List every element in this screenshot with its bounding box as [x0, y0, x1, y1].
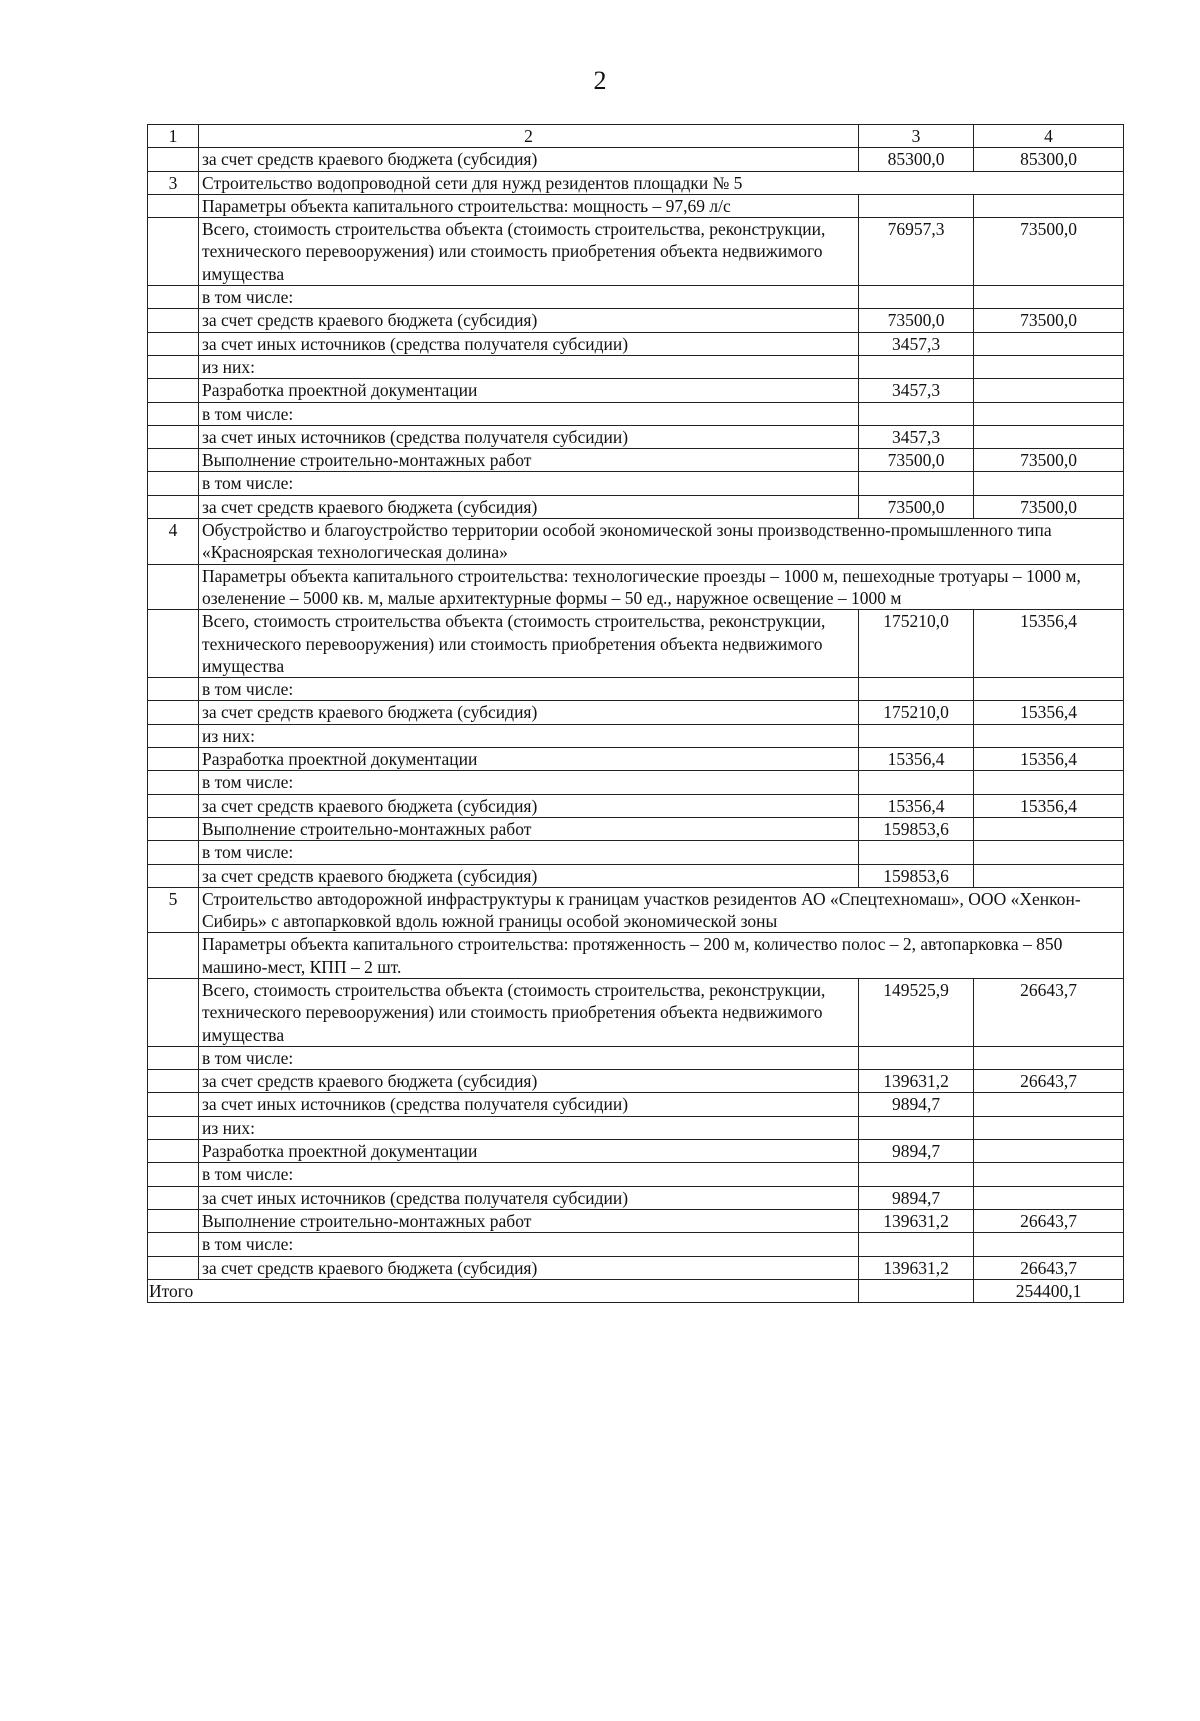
row-number [148, 1046, 199, 1069]
value-column-3: 3457,3 [859, 425, 974, 448]
value-column-3: 149525,9 [859, 978, 974, 1046]
value-column-3 [859, 678, 974, 701]
table-row [148, 978, 1124, 1046]
row-description: Выполнение строительно-монтажных работ [199, 817, 859, 840]
table-body [148, 125, 1124, 1303]
value-column-4: 85300,0 [974, 148, 1124, 171]
table-row [148, 309, 1124, 332]
row-number [148, 425, 199, 448]
table-row [148, 1140, 1124, 1163]
value-column-4: 15356,4 [974, 701, 1124, 724]
value-column-3: 175210,0 [859, 701, 974, 724]
value-column-4 [974, 425, 1124, 448]
parameters-text: Параметры объекта капитального строительства: технологические проезды – 1000 м, пешеходные тротуары – 1000 м, озеленение – 5000 кв. м, малые архитектурные формы – 50 ед., наружное освещение – 1000 м [199, 564, 1124, 610]
value-column-3: 159853,6 [859, 864, 974, 887]
value-column-4 [974, 286, 1124, 309]
table-row [148, 701, 1124, 724]
value-column-3 [859, 1233, 974, 1256]
value-column-4: 15356,4 [974, 610, 1124, 678]
value-column-4 [974, 817, 1124, 840]
value-column-3: 175210,0 [859, 610, 974, 678]
table-row [148, 148, 1124, 171]
row-description: за счет иных источников (средства получателя субсидии) [199, 1093, 859, 1116]
table-row [148, 610, 1124, 678]
row-description: Всего, стоимость строительства объекта (стоимость строительства, реконструкции, технического перевооружения) или стоимость приобретения объекта недвижимого имущества [199, 978, 859, 1046]
value-column-4 [974, 194, 1124, 217]
value-column-4 [974, 332, 1124, 355]
table-row [148, 1256, 1124, 1279]
row-number: 3 [148, 171, 199, 194]
parameters-row [148, 564, 1124, 610]
value-column-3: 139631,2 [859, 1209, 974, 1232]
row-description: Разработка проектной документации [199, 748, 859, 771]
value-column-3 [859, 1116, 974, 1139]
value-column-3 [859, 286, 974, 309]
value-column-4: 73500,0 [974, 309, 1124, 332]
section-title: Обустройство и благоустройство территории особой экономической зоны производственно-промышленного типа «Красноярская технологическая долина» [199, 519, 1124, 565]
table-row [148, 1233, 1124, 1256]
row-number [148, 332, 199, 355]
value-column-4 [974, 1163, 1124, 1186]
value-column-4 [974, 771, 1124, 794]
row-description: за счет средств краевого бюджета (субсидия) [199, 794, 859, 817]
row-description: за счет средств краевого бюджета (субсидия) [199, 864, 859, 887]
value-column-3 [859, 402, 974, 425]
table-row [148, 748, 1124, 771]
row-number [148, 495, 199, 518]
row-number [148, 678, 199, 701]
row-number [148, 1209, 199, 1232]
value-column-4: 73500,0 [974, 449, 1124, 472]
value-column-3: 159853,6 [859, 817, 974, 840]
value-column-4 [974, 1116, 1124, 1139]
row-number [148, 1093, 199, 1116]
value-column-3: 73500,0 [859, 495, 974, 518]
value-column-3 [859, 472, 974, 495]
value-column-3: 3457,3 [859, 379, 974, 402]
value-column-4 [974, 678, 1124, 701]
table-row [148, 194, 1124, 217]
row-number [148, 701, 199, 724]
value-column-4 [974, 379, 1124, 402]
table-row [148, 379, 1124, 402]
row-description: за счет средств краевого бюджета (субсидия) [199, 309, 859, 332]
value-column-4: 26643,7 [974, 1070, 1124, 1093]
row-description: Параметры объекта капитального строительства: мощность – 97,69 л/с [199, 194, 859, 217]
row-description: за счет средств краевого бюджета (субсидия) [199, 495, 859, 518]
row-description: Всего, стоимость строительства объекта (стоимость строительства, реконструкции, технического перевооружения) или стоимость приобретения объекта недвижимого имущества [199, 218, 859, 286]
table-row [148, 449, 1124, 472]
row-number [148, 148, 199, 171]
table-row [148, 332, 1124, 355]
value-column-3: 9894,7 [859, 1093, 974, 1116]
value-column-3: 73500,0 [859, 449, 974, 472]
value-column-4: 73500,0 [974, 495, 1124, 518]
row-number [148, 817, 199, 840]
row-number [148, 472, 199, 495]
row-description: за счет средств краевого бюджета (субсидия) [199, 148, 859, 171]
value-column-4 [974, 1093, 1124, 1116]
page-number: 2 [593, 66, 607, 95]
value-column-3: 139631,2 [859, 1256, 974, 1279]
row-number [148, 1140, 199, 1163]
value-column-3 [859, 724, 974, 747]
table-row [148, 1163, 1124, 1186]
row-description: Выполнение строительно-монтажных работ [199, 449, 859, 472]
row-number [148, 724, 199, 747]
section-title: Строительство водопроводной сети для нужд резидентов площадки № 5 [199, 171, 1124, 194]
value-column-4 [974, 1140, 1124, 1163]
row-number [148, 286, 199, 309]
row-number [148, 379, 199, 402]
table-row [148, 1186, 1124, 1209]
section-row [148, 519, 1124, 565]
row-number [148, 218, 199, 286]
value-column-3: 3457,3 [859, 332, 974, 355]
header-cell-4: 4 [974, 125, 1124, 148]
table-row [148, 864, 1124, 887]
row-number [148, 864, 199, 887]
value-column-4 [974, 355, 1124, 378]
row-number [148, 402, 199, 425]
row-number [148, 610, 199, 678]
value-column-4: 15356,4 [974, 794, 1124, 817]
row-number [148, 771, 199, 794]
row-number [148, 194, 199, 217]
row-description: Выполнение строительно-монтажных работ [199, 1209, 859, 1232]
row-number [148, 1116, 199, 1139]
row-description: за счет иных источников (средства получателя субсидии) [199, 425, 859, 448]
row-description: за счет иных источников (средства получателя субсидии) [199, 1186, 859, 1209]
row-description: за счет средств краевого бюджета (субсидия) [199, 701, 859, 724]
total-label: Итого [148, 1279, 859, 1302]
table-row [148, 794, 1124, 817]
table-row [148, 286, 1124, 309]
value-column-3: 9894,7 [859, 1186, 974, 1209]
parameters-text: Параметры объекта капитального строительства: протяженность – 200 м, количество полос – 2, автопарковка – 850 машино-мест, КПП – 2 шт. [199, 933, 1124, 979]
table-row [148, 495, 1124, 518]
row-description: из них: [199, 1116, 859, 1139]
value-column-3: 9894,7 [859, 1140, 974, 1163]
value-column-3 [859, 841, 974, 864]
row-number [148, 1163, 199, 1186]
row-description: в том числе: [199, 1233, 859, 1256]
value-column-3 [859, 1163, 974, 1186]
table-row [148, 841, 1124, 864]
value-column-3 [859, 1046, 974, 1069]
row-number [148, 449, 199, 472]
value-column-4 [974, 402, 1124, 425]
value-column-4: 26643,7 [974, 978, 1124, 1046]
row-description: в том числе: [199, 1163, 859, 1186]
table-row [148, 1046, 1124, 1069]
parameters-row [148, 933, 1124, 979]
table-row [148, 355, 1124, 378]
row-description: Всего, стоимость строительства объекта (стоимость строительства, реконструкции, технического перевооружения) или стоимость приобретения объекта недвижимого имущества [199, 610, 859, 678]
total-value-column-4: 254400,1 [974, 1279, 1124, 1302]
row-number [148, 841, 199, 864]
row-description: за счет средств краевого бюджета (субсидия) [199, 1070, 859, 1093]
row-description: в том числе: [199, 841, 859, 864]
value-column-3: 73500,0 [859, 309, 974, 332]
row-number [148, 794, 199, 817]
row-number [148, 933, 199, 979]
total-row [148, 1279, 1124, 1302]
table-row [148, 771, 1124, 794]
value-column-3: 139631,2 [859, 1070, 974, 1093]
table-header-row [148, 125, 1124, 148]
table-row [148, 218, 1124, 286]
value-column-4 [974, 841, 1124, 864]
row-number [148, 1070, 199, 1093]
section-row [148, 171, 1124, 194]
section-title: Строительство автодорожной инфраструктуры к границам участков резидентов АО «Спецтехномаш», ООО «Хенкон-Сибирь» с автопарковкой вдоль южной границы особой экономической зоны [199, 887, 1124, 933]
value-column-4 [974, 472, 1124, 495]
row-number [148, 564, 199, 610]
row-description: Разработка проектной документации [199, 379, 859, 402]
row-number [148, 355, 199, 378]
row-description: в том числе: [199, 472, 859, 495]
table-row [148, 402, 1124, 425]
value-column-3 [859, 355, 974, 378]
row-description: за счет средств краевого бюджета (субсидия) [199, 1256, 859, 1279]
value-column-3: 15356,4 [859, 748, 974, 771]
row-number [148, 1233, 199, 1256]
table-row [148, 817, 1124, 840]
row-description: из них: [199, 724, 859, 747]
value-column-4 [974, 1046, 1124, 1069]
value-column-3 [859, 771, 974, 794]
row-number: 5 [148, 887, 199, 933]
row-description: Разработка проектной документации [199, 1140, 859, 1163]
section-row [148, 887, 1124, 933]
value-column-3: 76957,3 [859, 218, 974, 286]
value-column-4 [974, 1233, 1124, 1256]
row-number [148, 748, 199, 771]
row-number [148, 1256, 199, 1279]
table-row [148, 1116, 1124, 1139]
header-cell-2: 2 [199, 125, 859, 148]
value-column-3 [859, 194, 974, 217]
row-number [148, 309, 199, 332]
value-column-4: 73500,0 [974, 218, 1124, 286]
row-description: за счет иных источников (средства получателя субсидии) [199, 332, 859, 355]
table-row [148, 1209, 1124, 1232]
value-column-4: 15356,4 [974, 748, 1124, 771]
table-row [148, 1093, 1124, 1116]
table-row [148, 1070, 1124, 1093]
row-description: в том числе: [199, 286, 859, 309]
table-row [148, 425, 1124, 448]
table-row [148, 724, 1124, 747]
row-number [148, 978, 199, 1046]
row-description: в том числе: [199, 771, 859, 794]
table-row [148, 472, 1124, 495]
value-column-4 [974, 1186, 1124, 1209]
value-column-3: 15356,4 [859, 794, 974, 817]
value-column-4 [974, 724, 1124, 747]
budget-table [147, 124, 1124, 1303]
row-description: в том числе: [199, 1046, 859, 1069]
value-column-4: 26643,7 [974, 1209, 1124, 1232]
table-row [148, 678, 1124, 701]
row-number: 4 [148, 519, 199, 565]
value-column-3: 85300,0 [859, 148, 974, 171]
row-description: в том числе: [199, 402, 859, 425]
header-cell-1: 1 [148, 125, 199, 148]
row-description: из них: [199, 355, 859, 378]
value-column-4 [974, 864, 1124, 887]
row-description: в том числе: [199, 678, 859, 701]
header-cell-3: 3 [859, 125, 974, 148]
value-column-4: 26643,7 [974, 1256, 1124, 1279]
row-number [148, 1186, 199, 1209]
total-value-column-3 [859, 1279, 974, 1302]
